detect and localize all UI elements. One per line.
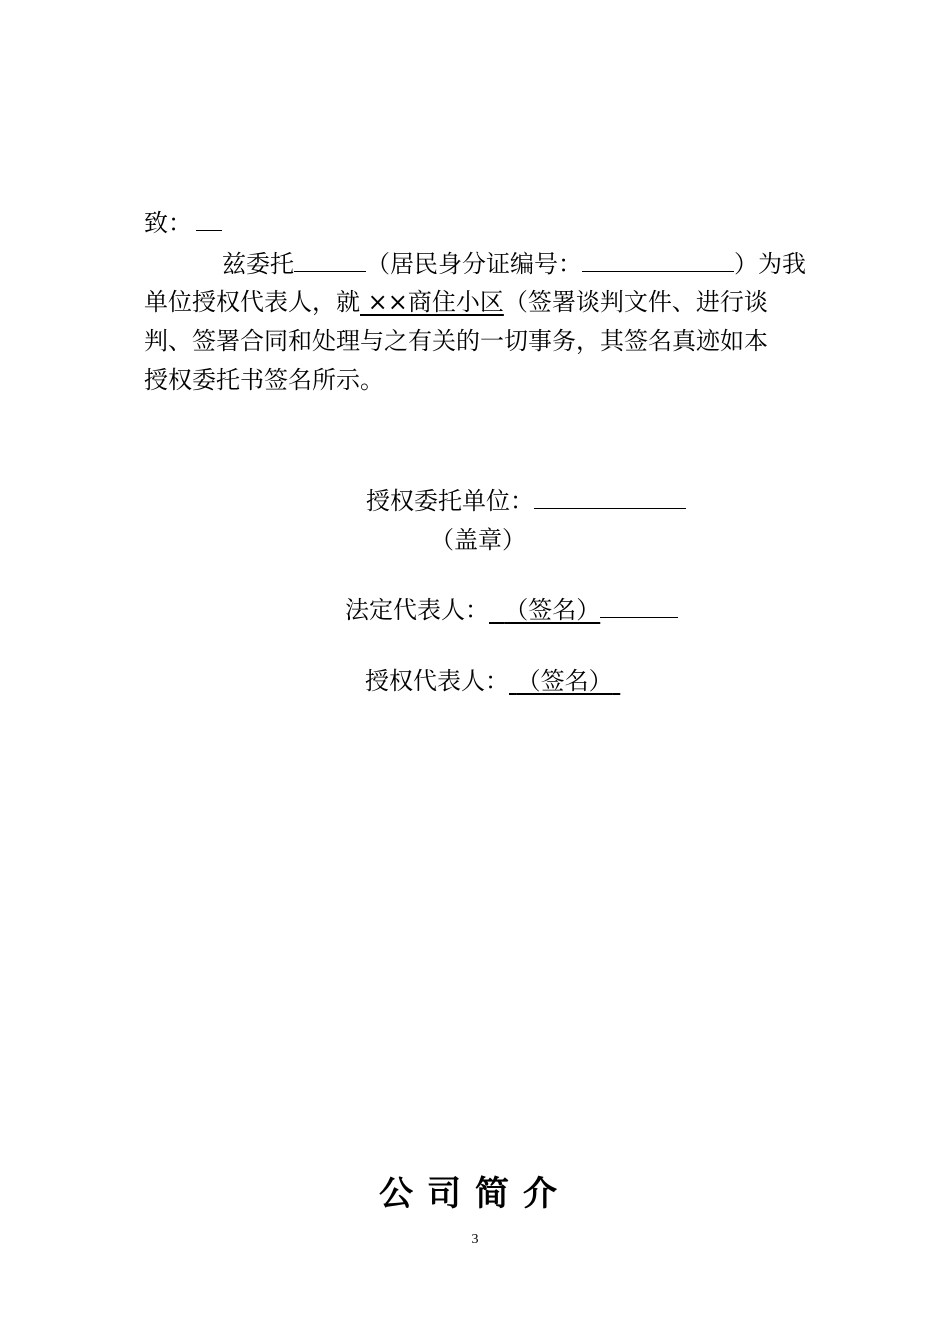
recipient-blank <box>196 208 222 231</box>
scope-text-continued: 判、签署合同和处理与之有关的一切事务，其签名真迹如本 <box>144 327 768 355</box>
section-title: 公司简介 <box>379 1174 571 1214</box>
paragraph-line-2 <box>144 284 768 320</box>
authorizing-unit-line <box>366 483 686 519</box>
auth-rep-label: 授权代表人： <box>365 667 509 695</box>
signature-shown-text: 授权委托书签名所示。 <box>144 366 384 394</box>
paragraph-line-3 <box>144 323 768 359</box>
id-number-label: （居民身分证编号： <box>366 250 582 278</box>
auth-rep-sign-text: （签名） <box>516 667 613 695</box>
authorizing-unit-blank <box>534 484 686 509</box>
legal-rep-signature <box>489 596 600 624</box>
salutation-line <box>144 205 222 241</box>
salutation: 致： <box>144 209 192 237</box>
paragraph-line-4 <box>144 362 384 398</box>
paragraph-line-1 <box>222 246 806 282</box>
authorizing-unit-label: 授权委托单位： <box>366 487 534 515</box>
page-number: 3 <box>471 1232 479 1247</box>
legal-rep-label: 法定代表人： <box>345 596 489 624</box>
auth-rep-signature <box>509 667 620 695</box>
seal-note: （盖章） <box>430 526 526 554</box>
scope-text: （签署谈判文件、进行谈 <box>503 288 768 316</box>
auth-rep-line <box>365 663 620 699</box>
unit-rep-text: 单位授权代表人，就 <box>144 288 360 316</box>
entrust-text: 兹委托 <box>222 250 294 278</box>
legal-rep-sign-text: （签名） <box>504 596 601 624</box>
id-number-blank <box>582 247 734 272</box>
as-our-text: ）为我 <box>734 250 806 278</box>
legal-rep-blank <box>600 593 678 618</box>
entrusted-name-blank <box>294 247 366 272</box>
seal-line <box>430 522 526 558</box>
legal-rep-line <box>345 592 678 628</box>
project-name: ××商住小区 <box>360 288 504 316</box>
